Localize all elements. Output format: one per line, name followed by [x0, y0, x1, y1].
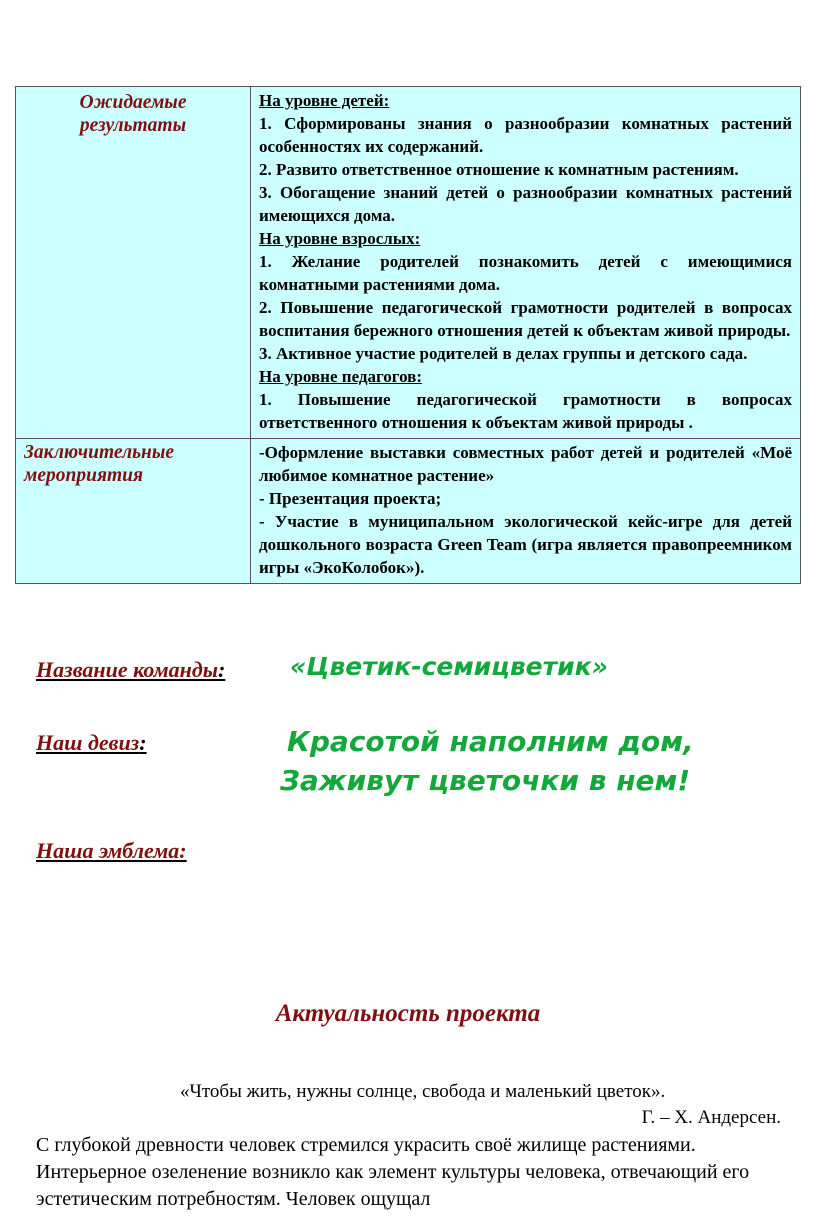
adults-level-heading: На уровне взрослых:: [259, 229, 421, 248]
list-item: 1. Сформированы знания о разнообразии комнатных растений особенностях их содержаний.: [259, 114, 792, 156]
team-name-value: «Цветик-семицветик»: [290, 652, 608, 681]
expected-results-content: [251, 87, 801, 439]
list-item: - Участие в муниципальном экологической кейс-игре для детей дошкольного возраста Green Team (игра является правопреемником игры «ЭкоКолобок»).: [259, 512, 792, 577]
relevance-paragraph: С глубокой древности человек стремился украсить своё жилище растениями. Интерьерное озеленение возникло как элемент культуры человека, отвечающий его эстетическим потребностям. Человек ощущал: [36, 1134, 750, 1210]
list-item: 2. Повышение педагогической грамотности родителей в вопросах воспитания бережного отношения детей к объектам живой природы.: [259, 298, 792, 340]
final-events-content: [251, 439, 801, 584]
children-level-heading: На уровне детей:: [259, 91, 390, 110]
list-item: 3. Обогащение знаний детей о разнообразии комнатных растений имеющихся дома.: [259, 183, 792, 225]
motto-label: Наш девиз:: [36, 730, 147, 755]
epigraph-quote: «Чтобы жить, нужны солнце, свобода и маленький цветок».: [180, 1081, 666, 1102]
motto-line-2: Заживут цветочки в нем!: [280, 764, 691, 797]
emblem-label: Наша эмблема:: [36, 838, 187, 863]
table-row: [16, 87, 801, 439]
list-item: 1. Повышение педагогической грамотности в вопросах ответственного отношения к объектам живой природы .: [259, 390, 792, 432]
row-label-final-events: Заключительные мероприятия: [16, 439, 251, 584]
list-item: -Оформление выставки совместных работ детей и родителей «Моё любимое комнатное растение»: [259, 443, 792, 485]
row-label-expected-results: Ожидаемые результаты: [16, 87, 251, 439]
teachers-level-heading: На уровне педагогов:: [259, 367, 423, 386]
team-name-label: Название команды:: [36, 657, 226, 682]
motto-line-1: Красотой наполним дом,: [287, 725, 694, 758]
list-item: 2. Развито ответственное отношение к комнатным растениям.: [259, 160, 739, 179]
table-row: [16, 439, 801, 584]
list-item: 3. Активное участие родителей в делах группы и детского сада.: [259, 344, 748, 363]
list-item: 1. Желание родителей познакомить детей с имеющимися комнатными растениями дома.: [259, 252, 792, 294]
project-table: [15, 86, 801, 584]
relevance-title: Актуальность проекта: [275, 1000, 541, 1027]
list-item: - Презентация проекта;: [259, 489, 442, 508]
epigraph-author: Г. – Х. Андерсен.: [641, 1107, 781, 1128]
